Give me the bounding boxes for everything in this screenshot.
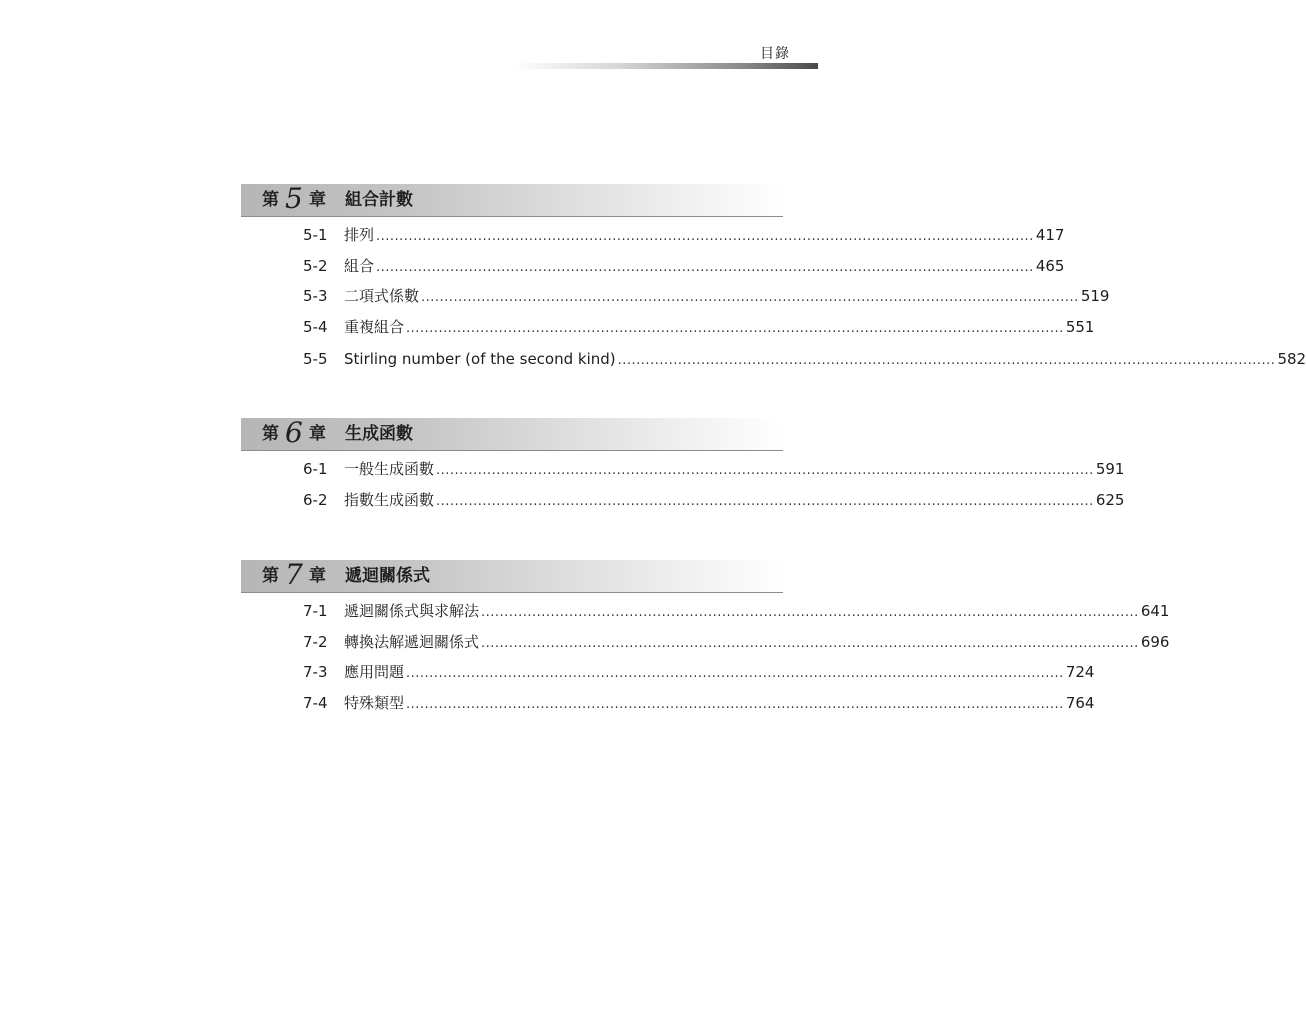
section-title: 遞迴關係式與求解法 — [344, 602, 480, 620]
chapter-title: 生成函數 — [345, 424, 413, 444]
chapter-suffix: 章 — [309, 190, 326, 210]
dot-leader: .............................................................................................................................................. — [481, 605, 1139, 620]
section-title: 一般生成函數 — [344, 460, 435, 478]
section-number: 5-2 — [303, 257, 328, 275]
chapter-number: 6 — [285, 416, 303, 449]
section-title: 二項式係數 — [344, 287, 420, 305]
chapter-heading — [241, 560, 783, 593]
chapter-prefix: 第 — [262, 424, 279, 444]
page-number: 696 — [1140, 633, 1170, 651]
page-number: 465 — [1035, 257, 1065, 275]
chapter-title: 遞迴關係式 — [345, 566, 430, 586]
toc-entry[interactable] — [241, 224, 1065, 246]
section-title: 轉換法解遞迴關係式 — [344, 633, 480, 651]
page-number: 641 — [1140, 602, 1170, 620]
section-number: 6-2 — [303, 491, 328, 509]
section-title: 指數生成函數 — [344, 491, 435, 509]
toc-entry[interactable] — [241, 348, 1306, 370]
chapter-title: 組合計數 — [345, 190, 413, 210]
dot-leader: .............................................................................................................................................. — [406, 697, 1064, 712]
section-number: 5-1 — [303, 226, 328, 244]
page-number: 519 — [1080, 287, 1110, 305]
chapter-suffix: 章 — [309, 566, 326, 586]
dot-leader: .............................................................................................................................................. — [617, 353, 1276, 368]
dot-leader: .............................................................................................................................................. — [376, 260, 1034, 275]
section-title: 重複組合 — [344, 318, 405, 336]
chapter-number: 5 — [285, 182, 303, 215]
toc-entry[interactable] — [241, 255, 1065, 277]
section-title: 組合 — [344, 257, 375, 275]
section-number: 7-1 — [303, 602, 328, 620]
running-head-rule — [513, 63, 818, 69]
dot-leader: .............................................................................................................................................. — [421, 290, 1079, 305]
page-number: 724 — [1065, 663, 1095, 681]
page-number: 582 — [1277, 350, 1306, 368]
chapter-suffix: 章 — [309, 424, 326, 444]
section-title: 排列 — [344, 226, 375, 244]
chapter-heading — [241, 184, 783, 217]
dot-leader: .............................................................................................................................................. — [436, 463, 1094, 478]
section-number: 5-3 — [303, 287, 328, 305]
chapter-6 — [241, 416, 1125, 509]
section-title: Stirling number (of the second kind) — [344, 350, 616, 368]
chapter-number: 7 — [285, 558, 303, 591]
section-number: 7-3 — [303, 663, 328, 681]
dot-leader: .............................................................................................................................................. — [436, 494, 1094, 509]
section-number: 6-1 — [303, 460, 328, 478]
section-title: 應用問題 — [344, 663, 405, 681]
page-number: 764 — [1065, 694, 1095, 712]
section-number: 7-2 — [303, 633, 328, 651]
section-number: 7-4 — [303, 694, 328, 712]
dot-leader: .............................................................................................................................................. — [406, 666, 1064, 681]
chapter-5 — [241, 182, 1306, 368]
toc-entry[interactable] — [241, 600, 1170, 622]
toc-entry[interactable] — [241, 285, 1110, 307]
chapter-prefix: 第 — [262, 566, 279, 586]
section-number: 5-5 — [303, 350, 328, 368]
page-number: 625 — [1095, 491, 1125, 509]
dot-leader: .............................................................................................................................................. — [376, 229, 1034, 244]
toc-entry[interactable] — [241, 316, 1095, 338]
page-number: 591 — [1095, 460, 1125, 478]
toc-entry[interactable] — [241, 631, 1170, 653]
section-number: 5-4 — [303, 318, 328, 336]
chapter-prefix: 第 — [262, 190, 279, 210]
toc-entry[interactable] — [241, 661, 1095, 683]
dot-leader: .............................................................................................................................................. — [406, 321, 1064, 336]
dot-leader: .............................................................................................................................................. — [481, 636, 1139, 651]
running-head-title: 目錄 — [760, 46, 790, 62]
page-number: 551 — [1065, 318, 1095, 336]
page-number: 417 — [1035, 226, 1065, 244]
running-head — [513, 44, 818, 70]
chapter-7 — [241, 558, 1170, 712]
toc-entry[interactable] — [241, 458, 1125, 480]
chapter-heading — [241, 418, 783, 451]
section-title: 特殊類型 — [344, 694, 405, 712]
toc-entry[interactable] — [241, 489, 1125, 511]
toc-entry[interactable] — [241, 692, 1095, 714]
